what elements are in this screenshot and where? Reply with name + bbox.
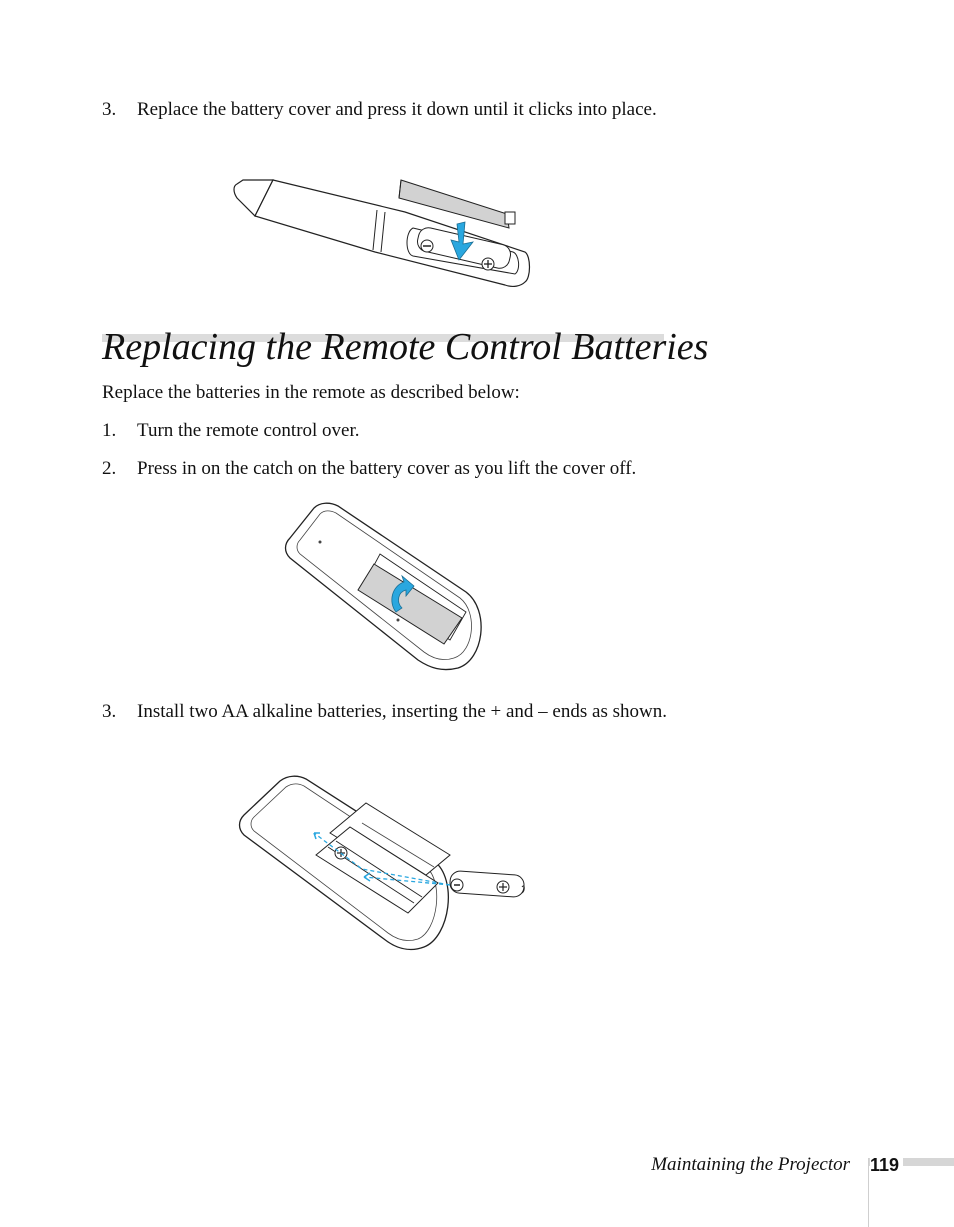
- section-intro: Replace the batteries in the remote as described below:: [102, 382, 520, 403]
- step-text: Turn the remote control over.: [137, 420, 360, 441]
- footer-rule: [868, 1158, 869, 1227]
- footer-chapter-title: Maintaining the Projector: [651, 1154, 850, 1175]
- page-number: 119: [870, 1153, 903, 1177]
- step-number: 3.: [102, 99, 117, 120]
- step-number: 1.: [102, 420, 117, 441]
- step-text: Press in on the catch on the battery cover as you lift the cover off.: [137, 458, 637, 479]
- step-number: 3.: [102, 701, 117, 722]
- remote-cover-removal-illustration: [280, 500, 490, 680]
- section-heading: Replacing the Remote Control Batteries: [102, 326, 709, 368]
- step-number: 2.: [102, 458, 117, 479]
- pen-battery-cover-illustration: [225, 170, 535, 295]
- remote-battery-install-illustration: [238, 775, 533, 955]
- step-text: Install two AA alkaline batteries, inserting the + and – ends as shown.: [137, 701, 667, 722]
- step-text: Replace the battery cover and press it down until it clicks into place.: [137, 99, 657, 120]
